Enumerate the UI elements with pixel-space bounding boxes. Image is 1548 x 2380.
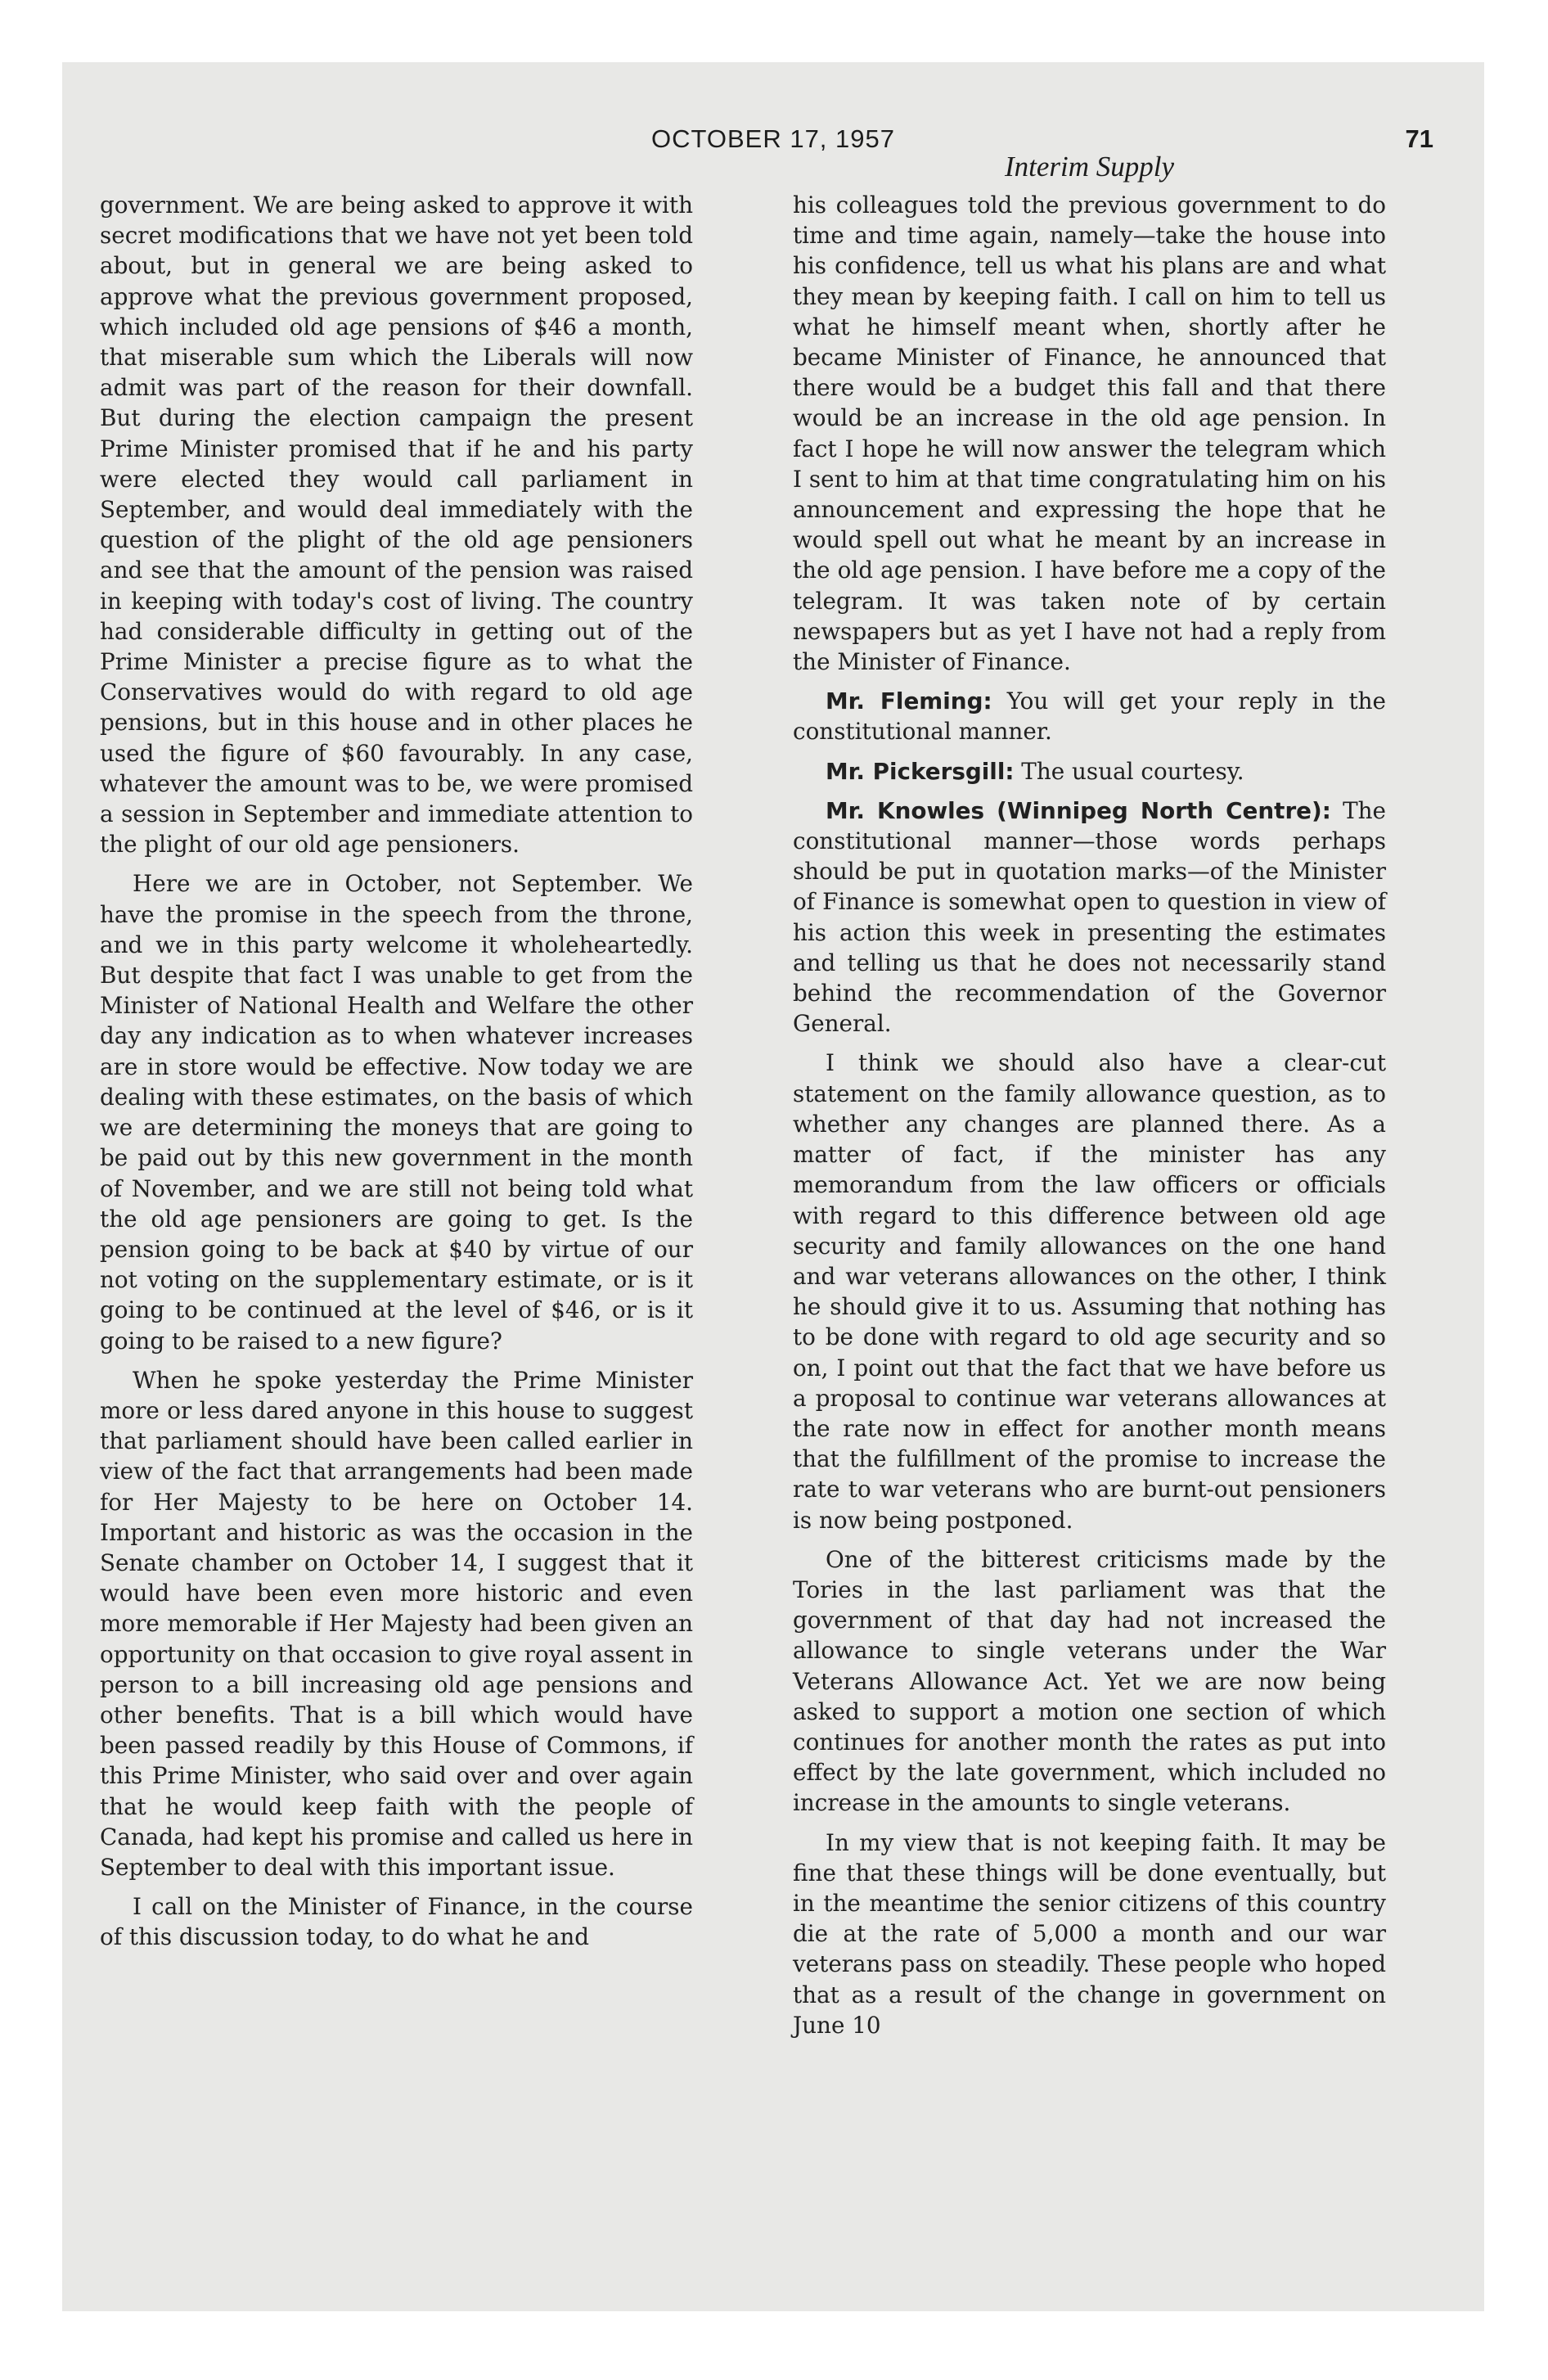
paragraph: I call on the Minister of Finance, in the course of this discussion today, to do what he and bbox=[100, 1893, 693, 1951]
paragraph: government. We are being asked to approve it with secret modifications that we have not yet been told about, but in general we are being asked to approve what the previous government proposed, which included old age pensions of $46 a month, that miserable sum which the Liberals will now admit was part of the reason for their downfall. But during the election campaign the present Prime Minister promised that if he and his party were elected they would call parliament in September, and would deal immediately with the question of the plight of the old age pensioners and see that the amount of the pension was raised in keeping with today's cost of living. The country had considerable difficulty in getting out of the Prime Minister a precise figure as to what the Conservatives would do with regard to old age pensions, but in this house and in other places he used the figure of $60 favourably. In any case, whatever the amount was to be, we were promised a session in September and immediate attention to the plight of our old age pensioners. bbox=[100, 192, 693, 859]
scanned-page bbox=[62, 62, 1484, 2311]
right-column bbox=[793, 190, 1386, 2049]
speech-text: You will get your reply in the constitutional manner. bbox=[793, 687, 1387, 746]
page-number: 71 bbox=[1405, 124, 1433, 153]
paragraph: When he spoke yesterday the Prime Minister more or less dared anyone in this house to suggest that parliament should have been called earlier in view of the fact that arrangements had been made for Her Majesty to be here on October 14. Important and historic as was the occasion in the Senate chamber on October 14, I suggest that it would have been even more historic and even more memorable if Her Majesty had been given an opportunity on that occasion to give royal assent in person to a bill increasing old age pensions and other benefits. That is a bill which would have been passed readily by this House of Commons, if this Prime Minister, who said over and over again that he would keep faith with the people of Canada, had kept his promise and called us here in September to deal with this important issue. bbox=[100, 1366, 693, 1881]
paragraph bbox=[793, 1544, 1386, 1819]
paragraph bbox=[793, 1828, 1386, 2040]
paragraph-text: One of the bitterest criticisms made by the Tories in the last parliament was that the government of that day had not increased the allowance to single veterans under the War Veterans Allowance Act. Yet we are now being asked to support a motion one section of which continues for another month the rates as put into effect by the late government, which included no increase in the amounts to single veterans. bbox=[793, 1545, 1386, 1817]
running-head: Interim Supply bbox=[1004, 151, 1175, 183]
paragraph: Here we are in October, not September. We have the promise in the speech from the throne, and we in this party welcome it wholeheartedly. But despite that fact I was unable to get from the Minister of National Health and Welfare the other day any indication as to when whatever increases are in store would be effective. Now today we are dealing with these estimates, on the basis of which we are determining the moneys that are going to be paid out by this new government in the month of November, and we are still not being told what the old age pensioners are going to get. Is the pension going to be back at $40 by virtue of our not voting on the supplementary estimate, or is it going to be continued at the level of $46, or is it going to be raised to a new figure? bbox=[100, 870, 693, 1355]
speech-paragraph bbox=[793, 796, 1386, 1039]
speech-text: The usual courtesy. bbox=[1014, 757, 1244, 785]
speech-paragraph bbox=[793, 686, 1386, 746]
speaker-name: Mr. Fleming: bbox=[826, 687, 992, 715]
paragraph bbox=[793, 190, 1386, 677]
paragraph-text: I think we should also have a clear-cut statement on the family allowance question, as to whether any changes are planned there. As a matter of fact, if the minister has any memorandum from the law officers or officials with regard to this difference between old age security and family allowances on the one hand and war veterans allowances on the other, I think he should give it to us. Assuming that nothing has to be done with regard to old age security and so on, I point out that the fact that we have before us a proposal to continue war veterans allowances at the rate now in effect for another month means that the fulfillment of the promise to increase the rate to war veterans who are burnt-out pensioners is now being postponed. bbox=[793, 1049, 1386, 1534]
header-date: OCTOBER 17, 1957 bbox=[650, 124, 895, 153]
left-column bbox=[100, 190, 693, 1962]
speaker-name: Mr. Knowles (Winnipeg North Centre): bbox=[826, 796, 1331, 824]
speaker-name: Mr. Pickersgill: bbox=[826, 757, 1015, 785]
speech-text: The constitutional manner—those words perhaps should be put in quotation marks—of the Minister of Finance is somewhat open to question in view of his action this week in presenting the estimates and telling us that he does not necessarily stand behind the recommendation of the Governor General. bbox=[793, 796, 1386, 1038]
speech-paragraph bbox=[793, 756, 1386, 787]
paragraph-text: In my view that is not keeping faith. It may be fine that these things will be done eventually, but in the meantime the senior citizens of this country die at the rate of 5,000 a month and our war veterans pass on steadily. These people who hoped that as a result of the change in government on June 10 bbox=[793, 1828, 1386, 2039]
paragraph-text: his colleagues told the previous government to do time and time again, namely—take the house into his confidence, tell us what his plans are and what they mean by keeping faith. I call on him to tell us what he himself meant when, shortly after he became Minister of Finance, he announced that there would be a budget this fall and that there would be an increase in the old age pension. In fact I hope he will now answer the telegram which I sent to him at that time congratulating him on his announcement and expressing the hope that he would spell out what he meant by an increase in the old age pension. I have before me a copy of the telegram. It was taken note of by certain newspapers but as yet I have not had a reply from the Minister of Finance. bbox=[793, 192, 1386, 676]
paragraph bbox=[793, 1048, 1386, 1535]
